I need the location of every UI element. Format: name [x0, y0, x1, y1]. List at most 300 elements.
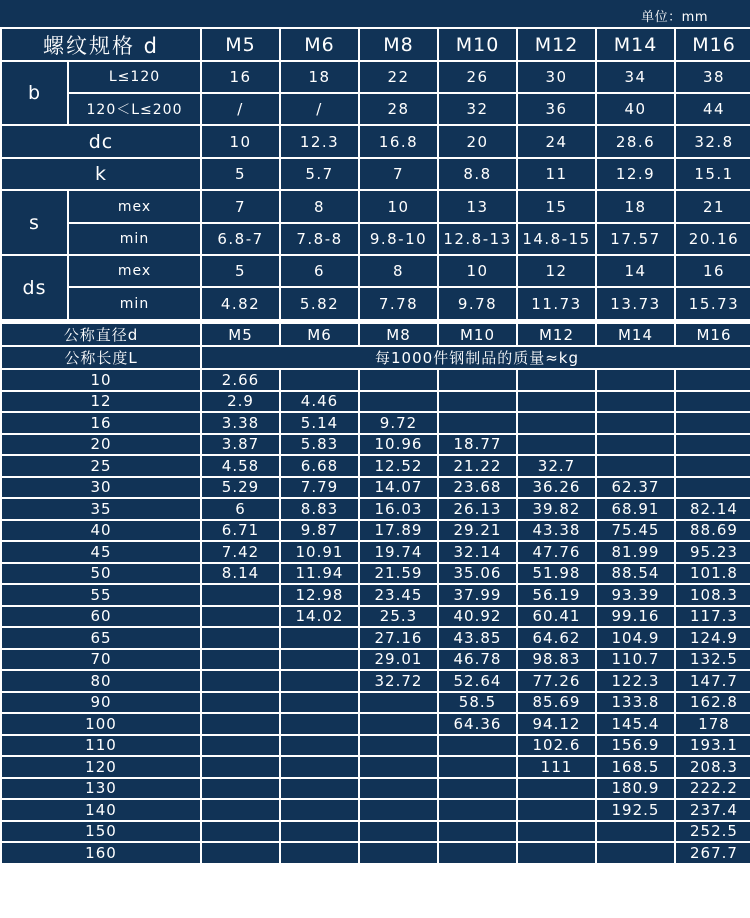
mass-cell: 5.14	[280, 412, 359, 434]
mass-cell: 88.69	[675, 520, 750, 542]
mass-cell	[201, 821, 280, 843]
mass-cell	[280, 821, 359, 843]
mass-cell: 2.66	[201, 369, 280, 391]
mass-cell: 6.68	[280, 455, 359, 477]
mass-cell: 117.3	[675, 606, 750, 628]
mass-cell	[596, 434, 675, 456]
mass-cell	[201, 778, 280, 800]
mass-cell: 10.96	[359, 434, 438, 456]
row-label: mex	[68, 255, 201, 287]
mass-cell: 18.77	[438, 434, 517, 456]
mass-cell: 29.21	[438, 520, 517, 542]
mass-cell: 68.91	[596, 498, 675, 520]
weight-body	[1, 369, 750, 864]
table-row	[1, 756, 750, 778]
spec-cell: 11.73	[517, 287, 596, 320]
length-label: 公称长度L	[1, 346, 201, 369]
mass-cell	[517, 799, 596, 821]
row-label: k	[1, 158, 201, 190]
mass-cell	[201, 713, 280, 735]
spec-cell: 10	[438, 255, 517, 287]
spec-cell: 38	[675, 61, 750, 93]
mass-cell	[517, 842, 596, 864]
mass-cell	[359, 713, 438, 735]
size-header: M16	[675, 323, 750, 346]
spec-cell: 6	[280, 255, 359, 287]
mass-cell: 102.6	[517, 735, 596, 757]
spec-cell: 14.8-15	[517, 223, 596, 255]
length-cell: 130	[1, 778, 201, 800]
mass-cell: 16.03	[359, 498, 438, 520]
spec-cell: 16.8	[359, 125, 438, 158]
mass-cell: 145.4	[596, 713, 675, 735]
spec-cell: 17.57	[596, 223, 675, 255]
table-row	[1, 563, 750, 585]
mass-cell: 94.12	[517, 713, 596, 735]
mass-cell: 93.39	[596, 584, 675, 606]
spec-cell: 5	[201, 158, 280, 190]
table-row	[1, 498, 750, 520]
mass-cell: 122.3	[596, 670, 675, 692]
table-row	[1, 477, 750, 499]
mass-cell	[438, 735, 517, 757]
mass-cell: 7.42	[201, 541, 280, 563]
mass-cell: 32.7	[517, 455, 596, 477]
mass-cell: 156.9	[596, 735, 675, 757]
mass-cell: 110.7	[596, 649, 675, 671]
mass-cell	[201, 756, 280, 778]
group-label-s: s	[1, 190, 68, 255]
spec-cell: 11	[517, 158, 596, 190]
row-label: min	[68, 287, 201, 320]
mass-cell	[280, 670, 359, 692]
group-label-b: b	[1, 61, 68, 125]
spec-row	[1, 190, 750, 223]
mass-cell	[359, 778, 438, 800]
mass-cell: 5.29	[201, 477, 280, 499]
mass-cell	[517, 434, 596, 456]
mass-cell: 21.22	[438, 455, 517, 477]
mass-cell: 12.52	[359, 455, 438, 477]
mass-cell	[438, 369, 517, 391]
spec-row	[1, 93, 750, 125]
unit-label: 单位：mm	[641, 10, 708, 25]
table-row	[1, 778, 750, 800]
length-cell: 45	[1, 541, 201, 563]
mass-cell	[280, 649, 359, 671]
mass-cell: 19.74	[359, 541, 438, 563]
mass-cell: 23.45	[359, 584, 438, 606]
spec-cell: 8	[280, 190, 359, 223]
size-header: M14	[596, 323, 675, 346]
spec-cell: 10	[201, 125, 280, 158]
spec-cell: 16	[201, 61, 280, 93]
weight-table	[0, 322, 750, 865]
mass-cell	[517, 821, 596, 843]
group-label-ds: ds	[1, 255, 68, 320]
mass-cell	[201, 735, 280, 757]
length-cell: 100	[1, 713, 201, 735]
mass-cell	[280, 692, 359, 714]
mass-cell: 47.76	[517, 541, 596, 563]
length-cell: 65	[1, 627, 201, 649]
mass-cell: 147.7	[675, 670, 750, 692]
size-header: M5	[201, 323, 280, 346]
mass-cell	[201, 692, 280, 714]
spec-cell: 32	[438, 93, 517, 125]
mass-cell: 8.14	[201, 563, 280, 585]
row-label: dc	[1, 125, 201, 158]
mass-cell: 6.71	[201, 520, 280, 542]
mass-cell: 9.87	[280, 520, 359, 542]
mass-cell: 162.8	[675, 692, 750, 714]
mass-cell: 132.5	[675, 649, 750, 671]
mass-cell	[438, 412, 517, 434]
mass-cell: 95.23	[675, 541, 750, 563]
spec-cell: 16	[675, 255, 750, 287]
spec-cell: 40	[596, 93, 675, 125]
mass-cell: 14.07	[359, 477, 438, 499]
mass-cell	[201, 670, 280, 692]
spec-cell: 15	[517, 190, 596, 223]
spec-header-row	[1, 28, 750, 61]
length-cell: 40	[1, 520, 201, 542]
length-cell: 25	[1, 455, 201, 477]
mass-cell: 3.87	[201, 434, 280, 456]
spec-row	[1, 125, 750, 158]
mass-cell	[359, 735, 438, 757]
mass-cell	[359, 821, 438, 843]
mass-cell: 51.98	[517, 563, 596, 585]
mass-cell	[675, 455, 750, 477]
length-cell: 60	[1, 606, 201, 628]
mass-cell	[596, 821, 675, 843]
row-label: 120＜L≤200	[68, 93, 201, 125]
table-row	[1, 412, 750, 434]
mass-cell: 32.14	[438, 541, 517, 563]
spec-row	[1, 287, 750, 320]
mass-cell: 192.5	[596, 799, 675, 821]
mass-cell: 37.99	[438, 584, 517, 606]
mass-cell: 64.62	[517, 627, 596, 649]
spec-cell: 7.8-8	[280, 223, 359, 255]
row-label: mex	[68, 190, 201, 223]
spec-cell: 18	[280, 61, 359, 93]
length-cell: 70	[1, 649, 201, 671]
mass-cell: 27.16	[359, 627, 438, 649]
length-cell: 20	[1, 434, 201, 456]
mass-cell: 82.14	[675, 498, 750, 520]
mass-cell	[438, 391, 517, 413]
mass-cell	[517, 412, 596, 434]
mass-cell	[201, 649, 280, 671]
mass-cell: 267.7	[675, 842, 750, 864]
mass-cell	[438, 842, 517, 864]
mass-cell: 208.3	[675, 756, 750, 778]
mass-cell: 43.85	[438, 627, 517, 649]
mass-cell: 10.91	[280, 541, 359, 563]
spec-cell: 36	[517, 93, 596, 125]
spec-cell: 24	[517, 125, 596, 158]
spec-cell: 21	[675, 190, 750, 223]
mass-cell	[280, 799, 359, 821]
mass-cell: 25.3	[359, 606, 438, 628]
length-cell: 110	[1, 735, 201, 757]
mass-cell	[280, 842, 359, 864]
length-cell: 50	[1, 563, 201, 585]
size-header: M12	[517, 28, 596, 61]
mass-cell	[596, 412, 675, 434]
spec-cell: 28.6	[596, 125, 675, 158]
mass-cell: 58.5	[438, 692, 517, 714]
mass-cell	[359, 692, 438, 714]
table-row	[1, 692, 750, 714]
spec-cell: 44	[675, 93, 750, 125]
unit-bar	[0, 0, 750, 28]
mass-cell	[359, 369, 438, 391]
length-header-row	[1, 346, 750, 369]
length-cell: 35	[1, 498, 201, 520]
mass-cell	[675, 369, 750, 391]
mass-cell	[675, 391, 750, 413]
mass-cell: 29.01	[359, 649, 438, 671]
size-header: M8	[359, 28, 438, 61]
spec-cell: 13	[438, 190, 517, 223]
mass-cell: 36.26	[517, 477, 596, 499]
mass-cell	[675, 434, 750, 456]
table-row	[1, 584, 750, 606]
spec-cell: 18	[596, 190, 675, 223]
spec-cell: 5.82	[280, 287, 359, 320]
table-row	[1, 842, 750, 864]
mass-cell	[517, 778, 596, 800]
spec-cell: 4.82	[201, 287, 280, 320]
length-cell: 10	[1, 369, 201, 391]
length-cell: 16	[1, 412, 201, 434]
mass-cell: 56.19	[517, 584, 596, 606]
spec-cell: 20.16	[675, 223, 750, 255]
spec-cell: 14	[596, 255, 675, 287]
mass-cell	[596, 391, 675, 413]
mass-cell: 62.37	[596, 477, 675, 499]
spec-cell: 7	[201, 190, 280, 223]
spec-cell: 28	[359, 93, 438, 125]
table-row	[1, 649, 750, 671]
size-header: M6	[280, 323, 359, 346]
spec-cell: 8.8	[438, 158, 517, 190]
mass-cell	[280, 778, 359, 800]
mass-cell	[359, 391, 438, 413]
diameter-label: 公称直径d	[1, 323, 201, 346]
mass-cell	[359, 842, 438, 864]
spec-cell: 12.8-13	[438, 223, 517, 255]
mass-cell	[675, 477, 750, 499]
mass-cell	[596, 455, 675, 477]
mass-cell	[438, 821, 517, 843]
mass-cell	[438, 756, 517, 778]
length-cell: 90	[1, 692, 201, 714]
mass-cell: 193.1	[675, 735, 750, 757]
mass-cell: 6	[201, 498, 280, 520]
mass-cell: 14.02	[280, 606, 359, 628]
spec-cell: 15.1	[675, 158, 750, 190]
table-row	[1, 434, 750, 456]
size-header: M10	[438, 28, 517, 61]
mass-cell: 60.41	[517, 606, 596, 628]
table-row	[1, 670, 750, 692]
mass-cell	[280, 713, 359, 735]
mass-cell	[675, 412, 750, 434]
size-header: M8	[359, 323, 438, 346]
table-row	[1, 627, 750, 649]
spec-cell: 30	[517, 61, 596, 93]
mass-cell	[280, 369, 359, 391]
mass-cell	[359, 799, 438, 821]
mass-cell: 39.82	[517, 498, 596, 520]
mass-cell: 32.72	[359, 670, 438, 692]
spec-cell: 12.3	[280, 125, 359, 158]
spec-cell: 20	[438, 125, 517, 158]
spec-cell: 8	[359, 255, 438, 287]
spec-cell: 15.73	[675, 287, 750, 320]
mass-cell: 7.79	[280, 477, 359, 499]
table-row	[1, 606, 750, 628]
mass-cell: 88.54	[596, 563, 675, 585]
spec-cell: 7	[359, 158, 438, 190]
spec-row	[1, 223, 750, 255]
mass-cell: 81.99	[596, 541, 675, 563]
spec-row	[1, 61, 750, 93]
mass-cell: 108.3	[675, 584, 750, 606]
length-cell: 160	[1, 842, 201, 864]
weight-header-row	[1, 323, 750, 346]
mass-cell: 43.38	[517, 520, 596, 542]
mass-cell: 12.98	[280, 584, 359, 606]
length-cell: 150	[1, 821, 201, 843]
spec-cell: 26	[438, 61, 517, 93]
length-cell: 30	[1, 477, 201, 499]
mass-cell: 9.72	[359, 412, 438, 434]
size-header: M14	[596, 28, 675, 61]
mass-cell: 3.38	[201, 412, 280, 434]
mass-cell: 222.2	[675, 778, 750, 800]
spec-cell: /	[201, 93, 280, 125]
mass-cell: 77.26	[517, 670, 596, 692]
mass-cell	[517, 391, 596, 413]
size-header: M12	[517, 323, 596, 346]
mass-cell	[438, 799, 517, 821]
mass-caption: 每1000件钢制品的质量≈kg	[201, 346, 750, 369]
mass-cell: 104.9	[596, 627, 675, 649]
mass-cell	[201, 842, 280, 864]
spec-cell: 34	[596, 61, 675, 93]
spec-cell: 32.8	[675, 125, 750, 158]
mass-cell: 40.92	[438, 606, 517, 628]
size-header: M10	[438, 323, 517, 346]
mass-cell: 98.83	[517, 649, 596, 671]
spec-cell: 7.78	[359, 287, 438, 320]
table-row	[1, 713, 750, 735]
table-row	[1, 799, 750, 821]
mass-cell	[596, 369, 675, 391]
mass-cell: 64.36	[438, 713, 517, 735]
mass-cell: 124.9	[675, 627, 750, 649]
table-row	[1, 821, 750, 843]
length-cell: 80	[1, 670, 201, 692]
size-header: M16	[675, 28, 750, 61]
spec-cell: 12.9	[596, 158, 675, 190]
mass-cell: 5.83	[280, 434, 359, 456]
mass-cell	[517, 369, 596, 391]
spec-row	[1, 255, 750, 287]
mass-cell: 168.5	[596, 756, 675, 778]
mass-cell: 111	[517, 756, 596, 778]
row-label: min	[68, 223, 201, 255]
mass-cell: 4.58	[201, 455, 280, 477]
table-row	[1, 391, 750, 413]
spec-cell: 6.8-7	[201, 223, 280, 255]
spec-title: 螺纹规格 d	[1, 28, 201, 61]
mass-cell	[201, 799, 280, 821]
spec-cell: 22	[359, 61, 438, 93]
length-cell: 55	[1, 584, 201, 606]
spec-row	[1, 158, 750, 190]
mass-cell: 23.68	[438, 477, 517, 499]
mass-cell: 101.8	[675, 563, 750, 585]
size-header: M6	[280, 28, 359, 61]
mass-cell: 178	[675, 713, 750, 735]
spec-cell: 9.78	[438, 287, 517, 320]
table-row	[1, 369, 750, 391]
mass-cell	[201, 627, 280, 649]
mass-cell	[280, 627, 359, 649]
table-row	[1, 735, 750, 757]
mass-cell	[359, 756, 438, 778]
size-header: M5	[201, 28, 280, 61]
mass-cell	[201, 584, 280, 606]
spec-cell: 5	[201, 255, 280, 287]
mass-cell	[438, 778, 517, 800]
mass-cell: 35.06	[438, 563, 517, 585]
spec-cell: /	[280, 93, 359, 125]
mass-cell: 85.69	[517, 692, 596, 714]
mass-cell: 180.9	[596, 778, 675, 800]
mass-cell: 133.8	[596, 692, 675, 714]
spec-cell: 13.73	[596, 287, 675, 320]
mass-cell: 17.89	[359, 520, 438, 542]
spec-cell: 5.7	[280, 158, 359, 190]
spec-table	[0, 27, 750, 321]
mass-cell: 237.4	[675, 799, 750, 821]
mass-cell	[201, 606, 280, 628]
mass-cell: 252.5	[675, 821, 750, 843]
row-label: L≤120	[68, 61, 201, 93]
mass-cell	[280, 735, 359, 757]
spec-cell: 10	[359, 190, 438, 223]
table-row	[1, 541, 750, 563]
spec-cell: 9.8-10	[359, 223, 438, 255]
mass-cell: 21.59	[359, 563, 438, 585]
mass-cell: 99.16	[596, 606, 675, 628]
mass-cell: 4.46	[280, 391, 359, 413]
mass-cell	[280, 756, 359, 778]
mass-cell	[596, 842, 675, 864]
length-cell: 140	[1, 799, 201, 821]
table-row	[1, 520, 750, 542]
mass-cell: 52.64	[438, 670, 517, 692]
mass-cell: 26.13	[438, 498, 517, 520]
length-cell: 12	[1, 391, 201, 413]
